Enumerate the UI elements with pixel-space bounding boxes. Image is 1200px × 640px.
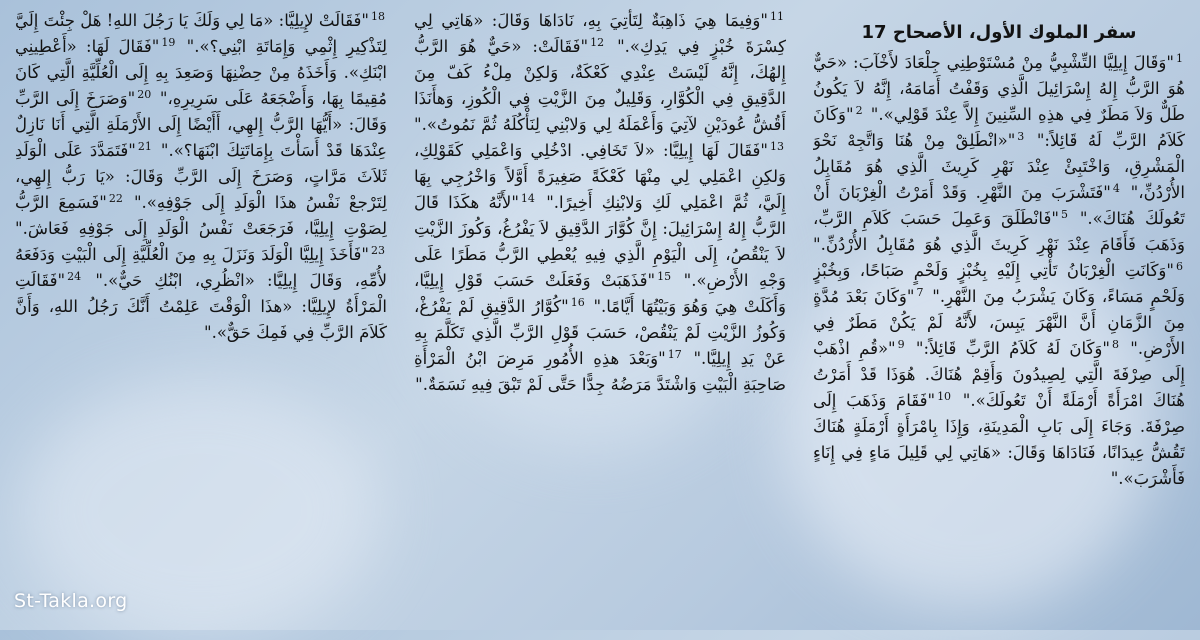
verse-text: "فَقَامَ وَذَهَبَ إِلَى صِرْفَةَ. وَجَاءَ إِلَى بَابِ الْمَدِينَةِ، وَإِذَا بِامْرَأَةٍ أَرْمَلَةٍ هُنَاكَ تَقُشُّ عِيدَانًا، فَنَادَاهَا وَقَالَ: «هَاتِي لِي قَلِيلَ مَاءٍ فِي إِنَاءٍ فَأَشْرَبَ».": [813, 391, 1185, 488]
text-column-left: [15, 8, 387, 620]
scripture-page: [15, 8, 1185, 620]
verse-number: 12: [590, 35, 605, 49]
verse-number: 5: [1060, 207, 1068, 221]
verse-text: "كُوَّارُ الدَّقِيقِ لَمْ يَفْرُغْ، وَكُوزُ الزَّيْتِ لَمْ يَنْقُصْ، حَسَبَ قَوْلِ الرَّبِّ الَّذِي تَكَلَّمَ بِهِ عَنْ يَدِ إِيلِيَّا.": [414, 297, 786, 368]
site-watermark: St-Takla.org: [14, 590, 128, 612]
verse-number: 10: [937, 389, 952, 403]
text-column-right: [813, 8, 1185, 620]
verse-text: "وَبَعْدَ هذِهِ الأُمُورِ مَرِضَ ابْنُ الْمَرْأَةِ صَاحِبَةِ الْبَيْتِ وَاشْتَدَّ مَرَضُهُ جِدًّا حَتَّى لَمْ تَبْقَ فِيهِ نَسَمَةٌ.": [414, 349, 786, 394]
verse-text: "فَانْطَلَقَ وَعَمِلَ حَسَبَ كَلاَمِ الرَّبِّ، وَذَهَبَ فَأَقَامَ عِنْدَ نَهْرِ كَرِيثَ الَّذِي هُوَ مُقَابِلُ الأُرْدُنِّ.": [813, 209, 1185, 254]
verse-text: "فَأَخَذَ إِيلِيَّا الْوَلَدَ وَنَزَلَ بِهِ مِنَ الْعُلِّيَّةِ إِلَى الْبَيْتِ وَدَفَعَهُ لأُمِّهِ، وَقَالَ إِيلِيَّا: «انْظُرِي، ابْنُكِ حَيٌّ».": [15, 245, 387, 290]
verse-number: 9: [897, 337, 905, 351]
verse-text: "فَتَمَدَّدَ عَلَى الْوَلَدِ ثَلاَثَ مَرَّاتٍ، وَصَرَخَ إِلَى الرَّبِّ وَقَالَ: «يَا رَبُّ إِلهِي، لِتَرْجعْ نَفْسُ هذَا الْوَلَدِ إِلَى جَوْفِهِ».": [15, 141, 387, 212]
verse-text: "فَسَمِعَ الرَّبُّ لِصَوْتِ إِيلِيَّا، فَرَجَعَتْ نَفْسُ الْوَلَدِ إِلَى جَوْفِهِ فَعَاشَ.": [15, 193, 387, 238]
verse-text: "فَذَهَبَتْ وَفَعَلَتْ حَسَبَ قَوْلِ إِيلِيَّا، وَأَكَلَتْ هِيَ وَهُوَ وَبَيْتُهَا أَيَّامًا.": [414, 271, 786, 316]
verse-text: "«انْطَلِقْ مِنْ هُنَا وَاتَّجِهْ نَحْوَ الْمَشْرِقِ، وَاخْتَبِئْ عِنْدَ نَهْرِ كَرِيثَ الَّذِي هُوَ مُقَابِلُ الأُرْدُنِّ،": [813, 131, 1185, 202]
verse-text: "وَكَانَ كَلاَمُ الرَّبِّ لَهُ قَائِلاً:": [813, 105, 1185, 150]
verse-number: 24: [67, 269, 82, 283]
verse-number: 23: [371, 243, 385, 257]
verse-number: 17: [667, 347, 682, 361]
verse-text: "وَصَرَخَ إِلَى الرَّبِّ وَقَالَ: «أَيُّهَا الرَّبُّ إِلهِي، أَأَيْضًا إِلَى الأَرْمَلَةِ الَّتِي أَنَا نَازِلٌ عِنْدَهَا قَدْ أَسَأْتَ بِإِمَاتَتِكَ ابْنَهَا؟».": [15, 89, 387, 160]
verse-text: "فَقَالَتِ الْمَرْأَةُ لإِيلِيَّا: «هذَا الْوَقْتَ عَلِمْتُ أَنَّكَ رَجُلُ اللهِ، وَأَنَّ كَلاَمَ الرَّبِّ فِي فَمِكَ حَقٌّ».": [15, 271, 387, 342]
verse-number: 13: [770, 139, 784, 153]
verse-number: 3: [1017, 129, 1025, 143]
verse-number: 22: [108, 191, 123, 205]
verse-number: 21: [137, 139, 152, 153]
verse: [813, 53, 1185, 124]
verse-text: "فَقَالَتْ: «حَيٌّ هُوَ الرَّبُّ إِلهُكَ، إِنَّهُ لَيْسَتْ عِنْدِي كَعْكَةٌ، وَلكِنْ مِلْءُ كَفّ مِنَ الدَّقِيقِ فِي الْكُوَّارِ، وَقَلِيلٌ مِنَ الزَّيْتِ فِي الْكُوزِ، وَهأَنَذَا أَقُشُّ عُودَيْنِ لآتِيَ وَأَعْمَلَهُ لِي وَلابْنِي لِنَأْكُلَهُ ثُمَّ نَمُوتُ».": [414, 37, 786, 134]
verse-text: "وَقَالَ إِيلِيَّا التِّشْبِيُّ مِنْ مُسْتَوْطِنِي جِلْعَادَ لأَخْآبَ: «حَيٌّ هُوَ الرَّبُّ إِلهُ إِسْرَائِيلَ الَّذِي وَقَفْتُ أَمَامَهُ، إِنَّهُ لاَ يَكُونُ طَلٌّ وَلاَ مَطَرٌ فِي هذِهِ السِّنِينَ إِلاَّ عِنْدَ قَوْلِي».": [813, 53, 1185, 124]
verse-number: 11: [770, 9, 784, 23]
verse-number: 16: [570, 295, 585, 309]
verse-text: "«قُمِ اذْهَبْ إِلَى صِرْفَةَ الَّتِي لِصِيدُونَ وَأَقِمْ هُنَاكَ. هُوَذَا قَدْ أَمَرْتُ هُنَاكَ امْرَأَةً أَرْمَلَةً أَنْ تَعُولَكَ».": [813, 339, 1185, 410]
verse-text: "فَتَشْرَبَ مِنَ النَّهْرِ. وَقَدْ أَمَرْتُ الْغِرْبَانَ أَنْ تَعُولَكَ هُنَاكَ».": [813, 183, 1185, 228]
verse-text: "فَقَالَ لَهَا إِيلِيَّا: «لاَ تَخَافِي. ادْخُلِي وَاعْمَلِي كَقَوْلِكِ، وَلكِنِ اعْمَلِي لِي مِنْهَا كَعْكَةً صَغِيرَةً أَوَّلاً وَاخْرُجِي بِهَا إِلَيَّ، ثُمَّ اعْمَلِي لَكِ وَلابْنِكِ أَخِيرًا.": [414, 141, 786, 212]
verse-number: 2: [855, 103, 863, 117]
verse-number: 1: [1176, 51, 1183, 65]
verse-text: "فَقَالَتْ لإِيلِيَّا: «مَا لِي وَلَكَ يَا رَجُلَ اللهِ! هَلْ جِئْتَ إِلَيَّ لِتَذْكِيرِ إِثْمِي وَإِمَاتَةِ ابْنِي؟».": [15, 11, 387, 56]
verse-text: "فَقَالَ لَهَا: «أَعْطِينِي ابْنَكِ». وَأَخَذَهُ مِنْ حِضْنِهَا وَصَعِدَ بِهِ إِلَى الْعُلِّيَّةِ الَّتِي كَانَ مُقِيمًا بِهَا، وَأَضْجَعَهُ عَلَى سَرِيرِهِ،": [15, 37, 387, 108]
verse-text: "وَكَانَتِ الْغِرْبَانُ تَأْتِي إِلَيْهِ بِخُبْزٍ وَلَحْمٍ صَبَاحًا، وَبِخُبْزٍ وَلَحْمٍ مَسَاءً، وَكَانَ يَشْرَبُ مِنَ النَّهْرِ.": [813, 261, 1185, 306]
verse-number: 20: [137, 87, 152, 101]
verse-number: 7: [916, 285, 924, 299]
verse-number: 15: [657, 269, 672, 283]
verse-text: "وَكَانَ لَهُ كَلاَمُ الرَّبِّ قَائِلاً:": [915, 339, 1110, 358]
text-column-middle: [414, 8, 786, 620]
verse-number: 6: [1176, 259, 1183, 273]
verse-number: 4: [1112, 181, 1120, 195]
verse-number: 18: [371, 9, 385, 23]
verse-number: 14: [520, 191, 535, 205]
verse-number: 19: [161, 35, 176, 49]
verse-text: "وَفِيمَا هِيَ ذَاهِبَةٌ لِتَأْتِيَ بِهِ، نَادَاهَا وَقَالَ: «هَاتِي لِي كِسْرَةَ خُبْزٍ فِي يَدِكِ».": [414, 11, 786, 56]
verse-number: 8: [1111, 337, 1119, 351]
verse-text: "وَكَانَ بَعْدَ مُدَّةٍ مِنَ الزَّمَانِ أَنَّ النَّهْرَ يَبِسَ، لأَنَّهُ لَمْ يَكُنْ مَطَرٌ فِي الأَرْضِ.": [813, 287, 1185, 358]
verse-text: "لأَنَّهُ هكَذَا قَالَ الرَّبُّ إِلهُ إِسْرَائِيلَ: إِنَّ كُوَّارَ الدَّقِيقِ لاَ يَفْرُغُ، وَكُوزَ الزَّيْتِ لاَ يَنْقُصُ، إِلَى الْيَوْمِ الَّذِي فِيهِ يُعْطِي الرَّبُّ مَطَرًا عَلَى وَجْهِ الأَرْضِ».": [414, 193, 786, 290]
verse: [916, 339, 1121, 358]
chapter-heading: سفر الملوك الأول، الأصحاح 17: [861, 22, 1137, 43]
